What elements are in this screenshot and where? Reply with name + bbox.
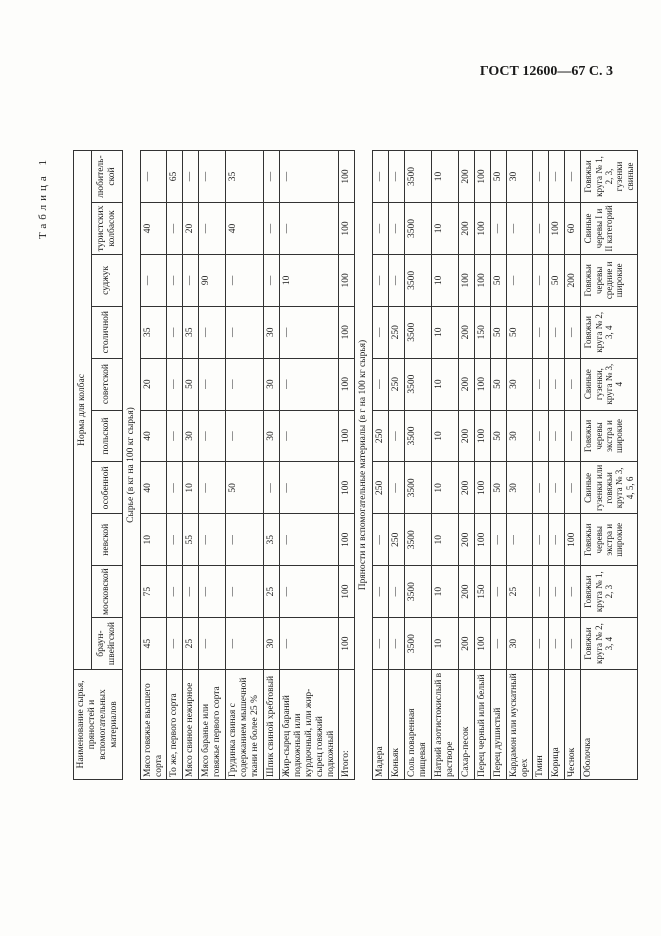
table-row <box>226 151 264 780</box>
table-cell: — <box>263 254 279 306</box>
table-cell: — <box>140 151 167 203</box>
table-cell: 100 <box>339 202 355 254</box>
table-cell: — <box>199 151 226 203</box>
table-cell: 30 <box>183 410 199 462</box>
table-cell: 100 <box>474 202 490 254</box>
shell-cell: Говяжьи круга № 2, 3, 4 <box>581 306 638 358</box>
table-cell: — <box>279 514 339 566</box>
table-cell: 30 <box>263 618 279 670</box>
table-cell: — <box>565 462 581 514</box>
table-cell: 55 <box>183 514 199 566</box>
table-cell: 200 <box>458 410 474 462</box>
table-cell: 250 <box>389 306 405 358</box>
table-cell: — <box>506 202 533 254</box>
shell-cell: Свиные черевы I и II категорий <box>581 202 638 254</box>
table-cell: — <box>279 410 339 462</box>
shell-cell: Свиные гузенки, круга № 3, 4 <box>581 358 638 410</box>
table-row <box>389 151 405 780</box>
row-name: Чеснок <box>565 670 581 780</box>
table-cell: 50 <box>490 358 506 410</box>
row-name: Кардамон или мускатный орех <box>506 670 533 780</box>
table-cell: — <box>533 514 549 566</box>
page-header: ГОСТ 12600—67 С. 3 <box>479 64 613 79</box>
section-title: Пряности и вспомогательные материалы (в г на 100 кг сырья) <box>355 151 373 780</box>
table-cell: — <box>549 618 565 670</box>
table-cell: 100 <box>339 410 355 462</box>
table-cell: 30 <box>506 462 533 514</box>
table-cell: 75 <box>140 566 167 618</box>
table-cell: 10 <box>431 618 458 670</box>
table-cell: — <box>199 306 226 358</box>
row-name: Коньяк <box>389 670 405 780</box>
table-cell: 100 <box>474 410 490 462</box>
table-cell: 200 <box>458 462 474 514</box>
table-label: Таблица 1 <box>37 156 49 240</box>
table-cell: — <box>279 358 339 410</box>
table-cell: 50 <box>549 254 565 306</box>
col-header-8: туристских колбасок <box>92 202 123 254</box>
table-row <box>458 151 474 780</box>
table-cell: 100 <box>474 151 490 203</box>
table-cell: 250 <box>389 514 405 566</box>
table-cell: — <box>389 202 405 254</box>
table-cell: 10 <box>431 254 458 306</box>
table-cell: 25 <box>506 566 533 618</box>
table-cell: 200 <box>458 306 474 358</box>
table-cell: — <box>549 462 565 514</box>
table-cell: — <box>226 410 264 462</box>
table-cell: — <box>199 566 226 618</box>
col-header-2: невской <box>92 514 123 566</box>
table-cell: — <box>373 514 389 566</box>
row-name: Перец душистый <box>490 670 506 780</box>
table-cell: — <box>373 202 389 254</box>
table-row <box>373 151 389 780</box>
table-cell: 150 <box>474 306 490 358</box>
table-cell: — <box>279 306 339 358</box>
table-cell: 10 <box>431 358 458 410</box>
table-cell: 30 <box>506 151 533 203</box>
table-cell: — <box>533 462 549 514</box>
table-cell: 10 <box>431 151 458 203</box>
table-cell: — <box>226 566 264 618</box>
table-cell: — <box>140 254 167 306</box>
table-cell: 200 <box>458 358 474 410</box>
col-header-6: столичной <box>92 306 123 358</box>
table-cell: 10 <box>431 202 458 254</box>
table-cell: — <box>279 566 339 618</box>
table-cell: — <box>565 306 581 358</box>
table-cell: 200 <box>458 618 474 670</box>
table-cell: 100 <box>474 462 490 514</box>
row-name: Грудинка свиная с содержанием мышечной ткани не более 25 % <box>226 670 264 780</box>
table-row <box>405 151 432 780</box>
table-cell: 30 <box>506 410 533 462</box>
table-cell: 100 <box>339 566 355 618</box>
table-cell: 100 <box>474 618 490 670</box>
shell-cell: Говяжьи круга № 1, 2, 3, гузенки свиные <box>581 151 638 203</box>
table-cell: 3500 <box>405 202 432 254</box>
row-name: Мясо свиное нежирное <box>183 670 199 780</box>
table-cell: — <box>373 618 389 670</box>
row-name: Тмин <box>533 670 549 780</box>
table-cell: 3500 <box>405 462 432 514</box>
table-cell: — <box>199 202 226 254</box>
row-name: Натрий азотистокислый в растворе <box>431 670 458 780</box>
table-cell: 50 <box>490 306 506 358</box>
table-cell: — <box>533 410 549 462</box>
table-cell: — <box>373 566 389 618</box>
table-cell: — <box>533 254 549 306</box>
shell-cell: Свиные гузенки или говяжьи круга № 3, 4, 5, 6 <box>581 462 638 514</box>
shell-row <box>581 151 638 780</box>
table-cell: — <box>167 566 183 618</box>
table-cell: 3500 <box>405 151 432 203</box>
table-cell: 50 <box>490 462 506 514</box>
table-cell: 100 <box>474 514 490 566</box>
table-cell: — <box>549 410 565 462</box>
row-name: Жир-сырец бараний подкожный или курдючный, или жир-сырец говяжий подкожный <box>279 670 339 780</box>
row-name: Перец черный или белый <box>474 670 490 780</box>
section-title: Сырье (в кг на 100 кг сырья) <box>122 151 140 780</box>
table-cell: 100 <box>339 514 355 566</box>
table-cell: — <box>183 151 199 203</box>
table-cell: 30 <box>263 410 279 462</box>
table-cell: — <box>565 410 581 462</box>
table-cell: — <box>565 618 581 670</box>
table-cell: 3500 <box>405 514 432 566</box>
table-cell: 200 <box>458 151 474 203</box>
table-cell: 10 <box>431 514 458 566</box>
table-cell: 25 <box>263 566 279 618</box>
table-cell: 50 <box>490 254 506 306</box>
table-cell: — <box>533 306 549 358</box>
table-cell: 35 <box>140 306 167 358</box>
table-cell: — <box>226 618 264 670</box>
row-name: Соль поваренная пищевая <box>405 670 432 780</box>
table-cell: 200 <box>458 566 474 618</box>
row-name: Корица <box>549 670 565 780</box>
table-cell: — <box>226 358 264 410</box>
table-cell: — <box>167 410 183 462</box>
shell-cell: Говяжьи круга № 2, 3, 4 <box>581 618 638 670</box>
table-cell: 50 <box>490 410 506 462</box>
table-cell: — <box>167 306 183 358</box>
table-cell: — <box>167 514 183 566</box>
table-cell: 50 <box>226 462 264 514</box>
table-cell: — <box>490 514 506 566</box>
row-name: Оболочка <box>581 670 638 780</box>
table-cell: 25 <box>183 618 199 670</box>
table-cell: 60 <box>565 202 581 254</box>
table-row <box>199 151 226 780</box>
section-row <box>355 151 373 780</box>
table-row <box>183 151 199 780</box>
col-header-0: браун-швейгской <box>92 618 123 670</box>
table-row <box>339 151 355 780</box>
table-cell: 200 <box>458 514 474 566</box>
table-cell: — <box>549 514 565 566</box>
table-cell: — <box>549 358 565 410</box>
table-cell: — <box>373 254 389 306</box>
table-cell: — <box>389 566 405 618</box>
table-cell: 10 <box>279 254 339 306</box>
table-cell: 35 <box>226 151 264 203</box>
table-cell: — <box>506 514 533 566</box>
row-name: Итого: <box>339 670 355 780</box>
table-cell: 100 <box>549 202 565 254</box>
table-cell: 100 <box>565 514 581 566</box>
table-cell: 40 <box>140 410 167 462</box>
table-cell: — <box>167 358 183 410</box>
table-cell: 10 <box>431 462 458 514</box>
table-cell: 65 <box>167 151 183 203</box>
col-header-3: особенной <box>92 462 123 514</box>
table-cell: 100 <box>474 254 490 306</box>
table-cell: 50 <box>490 151 506 203</box>
section-row <box>122 151 140 780</box>
table-row <box>490 151 506 780</box>
table-cell: — <box>389 151 405 203</box>
col-header-4: польской <box>92 410 123 462</box>
group-header: Норма для колбас <box>74 151 92 670</box>
table-cell: — <box>279 618 339 670</box>
table-cell: 10 <box>183 462 199 514</box>
table-cell: — <box>263 462 279 514</box>
row-name: Мадера <box>373 670 389 780</box>
row-name: Мясо говяжье высшего сорта <box>140 670 167 780</box>
table-cell: — <box>279 202 339 254</box>
table-cell: 3500 <box>405 618 432 670</box>
table-cell: — <box>549 306 565 358</box>
table-cell: — <box>389 618 405 670</box>
table-cell: 10 <box>140 514 167 566</box>
table-cell: 3500 <box>405 410 432 462</box>
table-cell: — <box>373 151 389 203</box>
table-cell: 3500 <box>405 358 432 410</box>
table-cell: — <box>565 151 581 203</box>
table-cell: — <box>565 566 581 618</box>
table-cell: 30 <box>506 618 533 670</box>
table-cell: 10 <box>431 566 458 618</box>
table-cell: 45 <box>140 618 167 670</box>
table-row <box>565 151 581 780</box>
row-name: Шпик свиной хребтовый <box>263 670 279 780</box>
table-row <box>474 151 490 780</box>
table-cell: — <box>373 358 389 410</box>
table-row <box>140 151 167 780</box>
ingredients-table <box>73 150 638 780</box>
table-row <box>533 151 549 780</box>
table-cell: 50 <box>183 358 199 410</box>
table-cell: 100 <box>339 306 355 358</box>
table-cell: 30 <box>263 358 279 410</box>
table-cell: 3500 <box>405 566 432 618</box>
table-cell: — <box>199 410 226 462</box>
table-cell: 10 <box>431 410 458 462</box>
row-name: Мясо баранье или говяжье первого сорта <box>199 670 226 780</box>
table-cell: — <box>533 151 549 203</box>
table-cell: 250 <box>373 462 389 514</box>
table-cell: 40 <box>140 202 167 254</box>
table-cell: 20 <box>140 358 167 410</box>
table-cell: — <box>279 151 339 203</box>
table-cell: 3500 <box>405 254 432 306</box>
table-cell: 30 <box>263 306 279 358</box>
rotated-table-wrapper <box>37 150 635 780</box>
table-cell: — <box>549 566 565 618</box>
table-cell: 40 <box>226 202 264 254</box>
table-row <box>167 151 183 780</box>
table-cell: 250 <box>373 410 389 462</box>
table-cell: — <box>183 254 199 306</box>
table-cell: — <box>533 566 549 618</box>
table-cell: 150 <box>474 566 490 618</box>
table-cell: 30 <box>506 358 533 410</box>
table-cell: — <box>565 358 581 410</box>
table-cell: 20 <box>183 202 199 254</box>
table-cell: — <box>167 254 183 306</box>
table-cell: — <box>263 151 279 203</box>
table-cell: 3500 <box>405 306 432 358</box>
table-cell: 200 <box>458 202 474 254</box>
table-cell: — <box>167 462 183 514</box>
table-cell: 100 <box>339 151 355 203</box>
col-header-9: любитель-ской <box>92 151 123 203</box>
table-cell: 40 <box>140 462 167 514</box>
table-cell: — <box>263 202 279 254</box>
row-name: Сахар-песок <box>458 670 474 780</box>
table-cell: 100 <box>458 254 474 306</box>
table-cell: — <box>389 254 405 306</box>
table-row <box>431 151 458 780</box>
table-cell: 100 <box>339 618 355 670</box>
table-cell: 100 <box>339 358 355 410</box>
table-cell: 250 <box>389 358 405 410</box>
shell-cell: Говяжьи круга № 1, 2, 3 <box>581 566 638 618</box>
table-cell: — <box>226 514 264 566</box>
table-cell: — <box>226 306 264 358</box>
table-row <box>506 151 533 780</box>
table-cell: 50 <box>506 306 533 358</box>
table-cell: 90 <box>199 254 226 306</box>
table-cell: — <box>199 618 226 670</box>
shell-cell: Говяжьи черевы средние и широкие <box>581 254 638 306</box>
shell-cell: Говяжьи черевы экстра и широкие <box>581 410 638 462</box>
table-cell: — <box>199 462 226 514</box>
table-cell: — <box>533 618 549 670</box>
table-cell: — <box>389 462 405 514</box>
table-cell: 200 <box>565 254 581 306</box>
table-row <box>549 151 565 780</box>
table-cell: — <box>533 358 549 410</box>
table-cell: — <box>199 514 226 566</box>
table-cell: — <box>373 306 389 358</box>
table-cell: 100 <box>474 358 490 410</box>
table-cell: 35 <box>183 306 199 358</box>
table-cell: — <box>167 618 183 670</box>
table-cell: — <box>490 566 506 618</box>
table-row <box>263 151 279 780</box>
col-header-5: советской <box>92 358 123 410</box>
table-cell: — <box>279 462 339 514</box>
row-name: То же, первого сорта <box>167 670 183 780</box>
table-cell: — <box>490 202 506 254</box>
table-cell: 10 <box>431 306 458 358</box>
table-cell: 100 <box>339 254 355 306</box>
col-header-1: московской <box>92 566 123 618</box>
table-cell: 100 <box>339 462 355 514</box>
table-cell: — <box>199 358 226 410</box>
table-cell: — <box>389 410 405 462</box>
table-cell: — <box>506 254 533 306</box>
table-cell: — <box>549 151 565 203</box>
table-cell: — <box>490 618 506 670</box>
table-cell: — <box>226 254 264 306</box>
col-name-header: Наименование сырья, пряностей и вспомогательных материалов <box>74 670 123 780</box>
col-header-7: суджук <box>92 254 123 306</box>
table-cell: — <box>167 202 183 254</box>
table-row <box>279 151 339 780</box>
shell-cell: Говяжьи черевы экстра и широкие <box>581 514 638 566</box>
table-cell: 35 <box>263 514 279 566</box>
table-cell: — <box>183 566 199 618</box>
table-cell: — <box>533 202 549 254</box>
